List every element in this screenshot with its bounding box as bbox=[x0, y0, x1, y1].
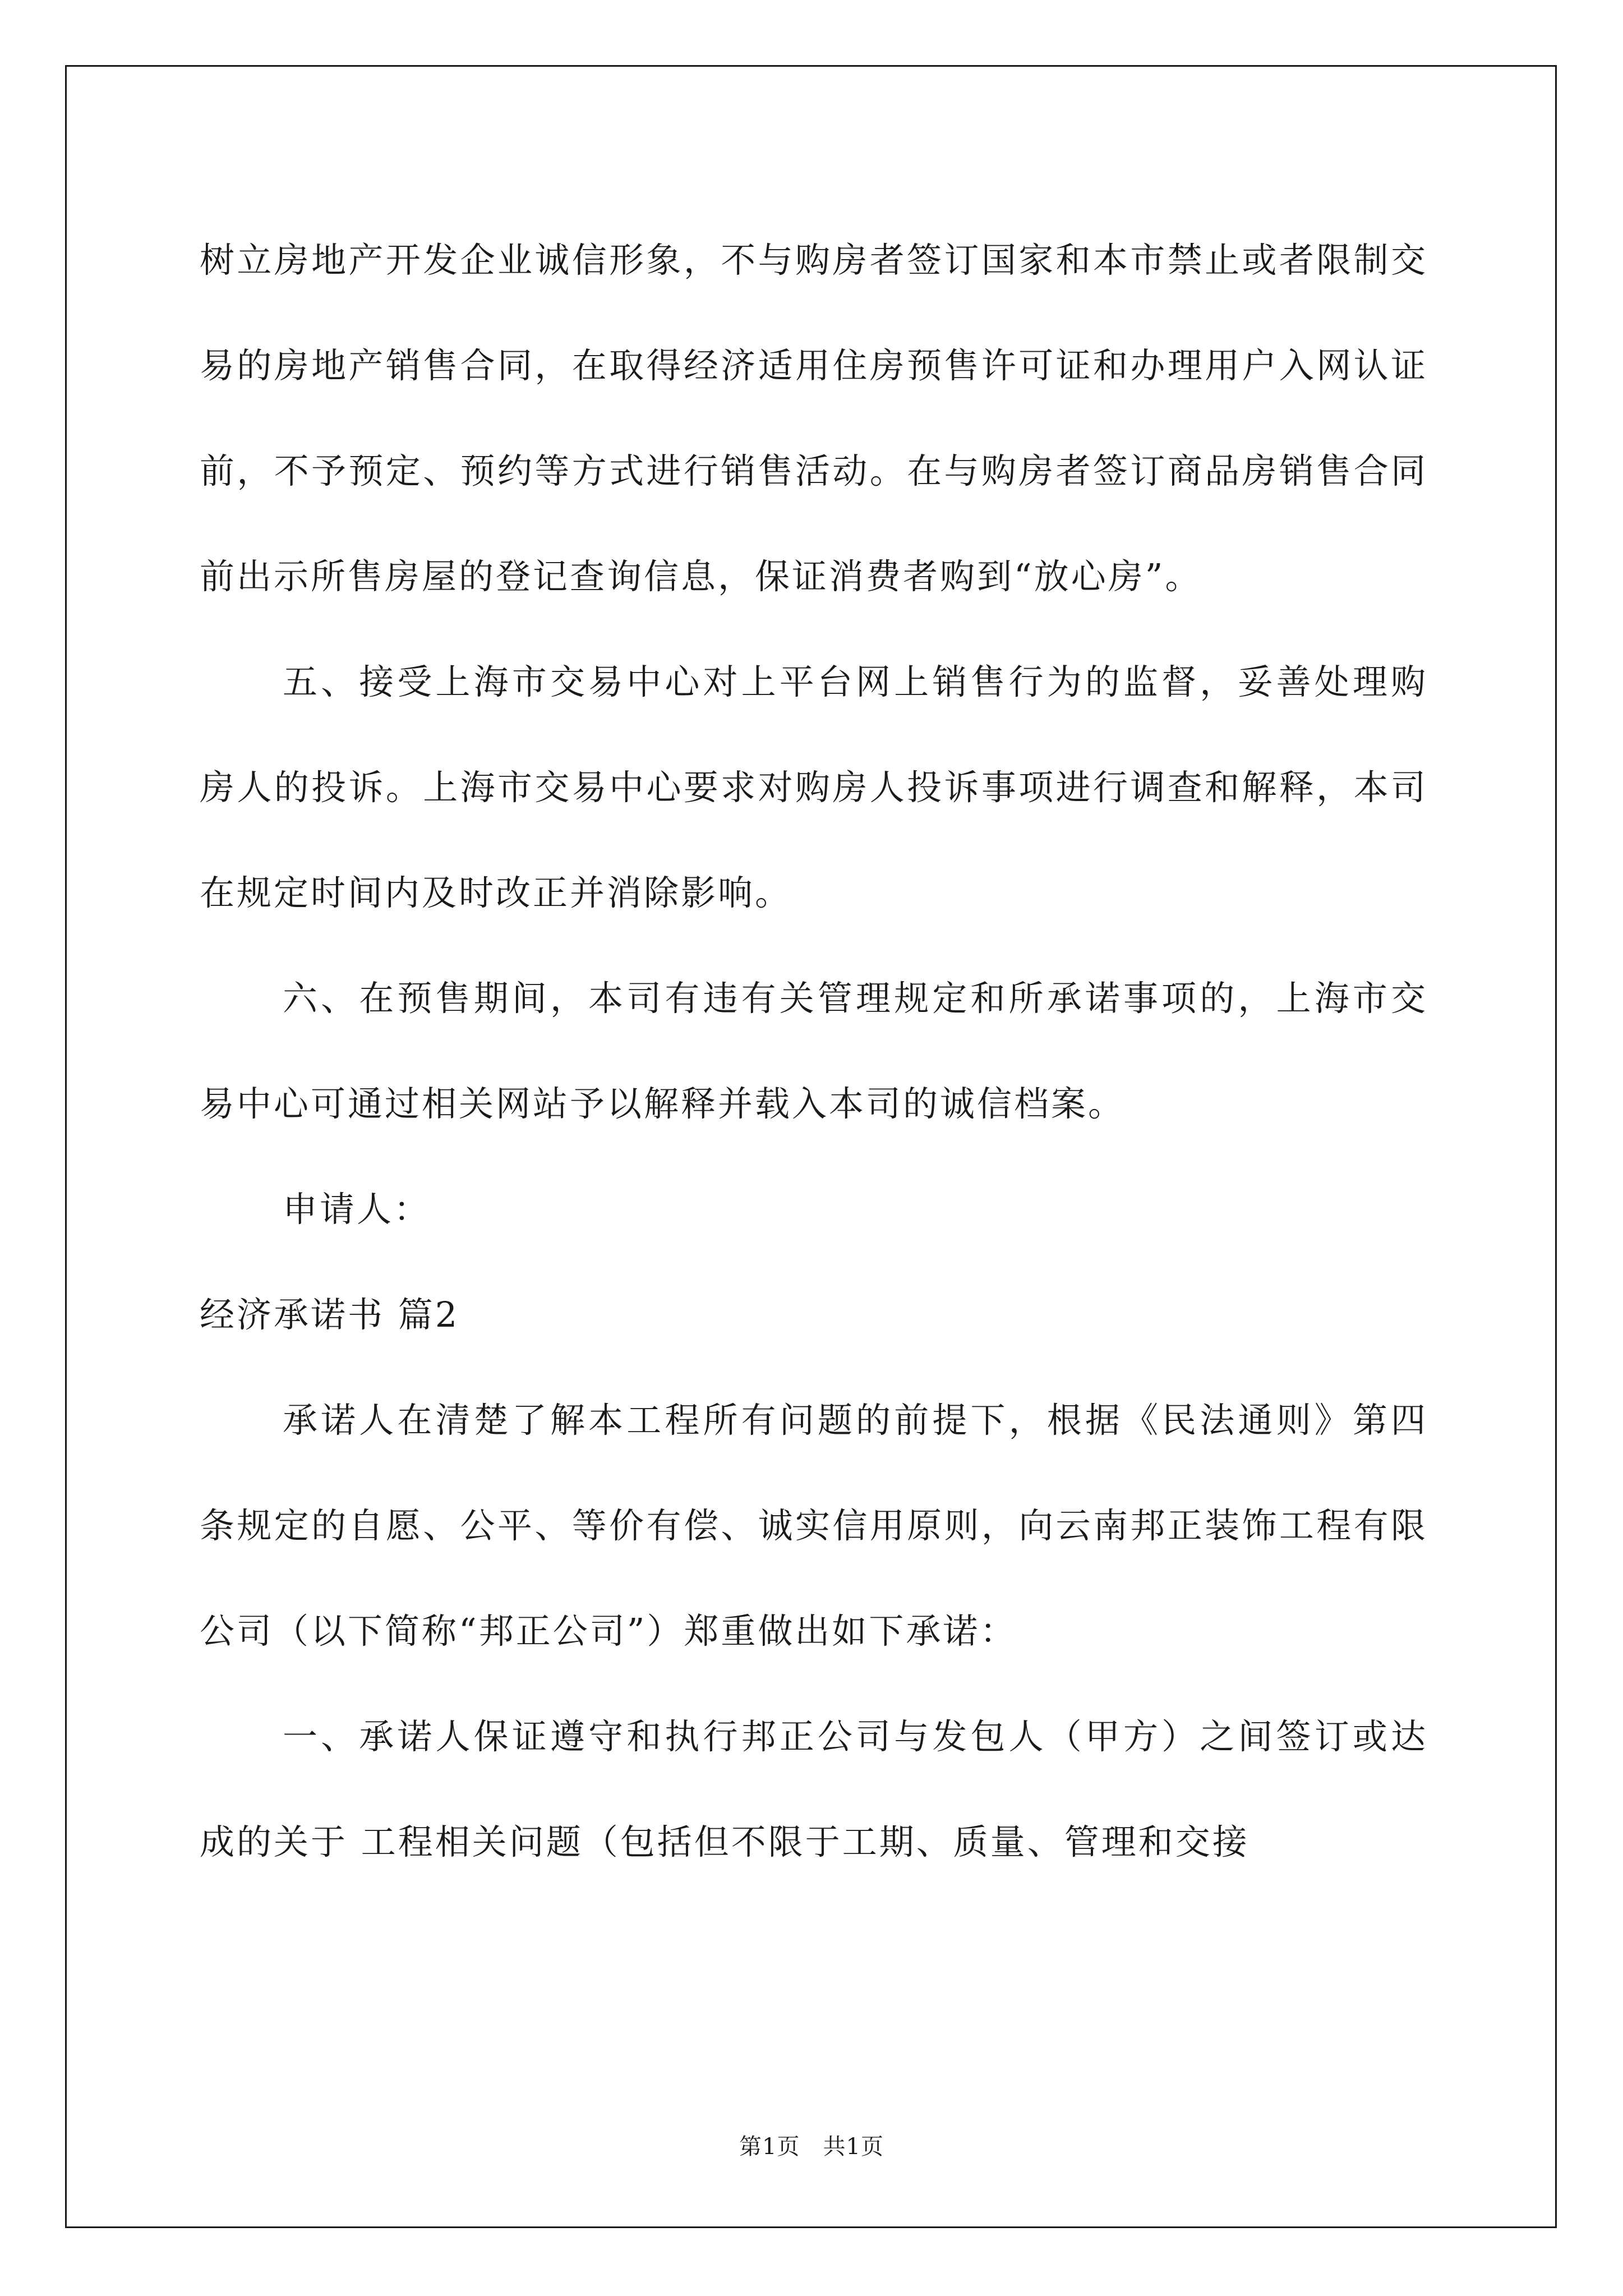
applicant-label: 申请人： bbox=[283, 1189, 431, 1230]
document-body bbox=[200, 208, 1428, 1895]
section-heading: 经济承诺书 篇2 bbox=[200, 1294, 460, 1335]
paragraph-item-6: 六、在预售期间，本司有违有关管理规定和所承诺事项的，上海市交易中心可通过相关网站予以解释并载入本司的诚信档案。 bbox=[200, 978, 1428, 1124]
page-footer: 第1页 共1页 bbox=[739, 2134, 884, 2160]
paragraph-item-5: 五、接受上海市交易中心对上平台网上销售行为的监督，妥善处理购房人的投诉。上海市交易中心要求对购房人投诉事项进行调查和解释，本司在规定时间内及时改正并消除影响。 bbox=[200, 661, 1428, 913]
paragraph-continuation: 树立房地产开发企业诚信形象，不与购房者签订国家和本市禁止或者限制交易的房地产销售合同，在取得经济适用住房预售许可证和办理用户入网认证前，不予预定、预约等方式进行销售活动。在与购房者签订商品房销售合同前出示所售房屋的登记查询信息，保证消费者购到“放心房”。 bbox=[200, 240, 1428, 597]
paragraph-item-1: 一、承诺人保证遵守和执行邦正公司与发包人（甲方）之间签订或达成的关于 工程相关问题（包括但不限于工期、质量、管理和交接 bbox=[200, 1716, 1428, 1862]
paragraph-intro: 承诺人在清楚了解本工程所有问题的前提下，根据《民法通则》第四条规定的自愿、公平、等价有偿、诚实信用原则，向云南邦正装饰工程有限公司（以下简称“邦正公司”）郑重做出如下承诺： bbox=[200, 1400, 1428, 1651]
